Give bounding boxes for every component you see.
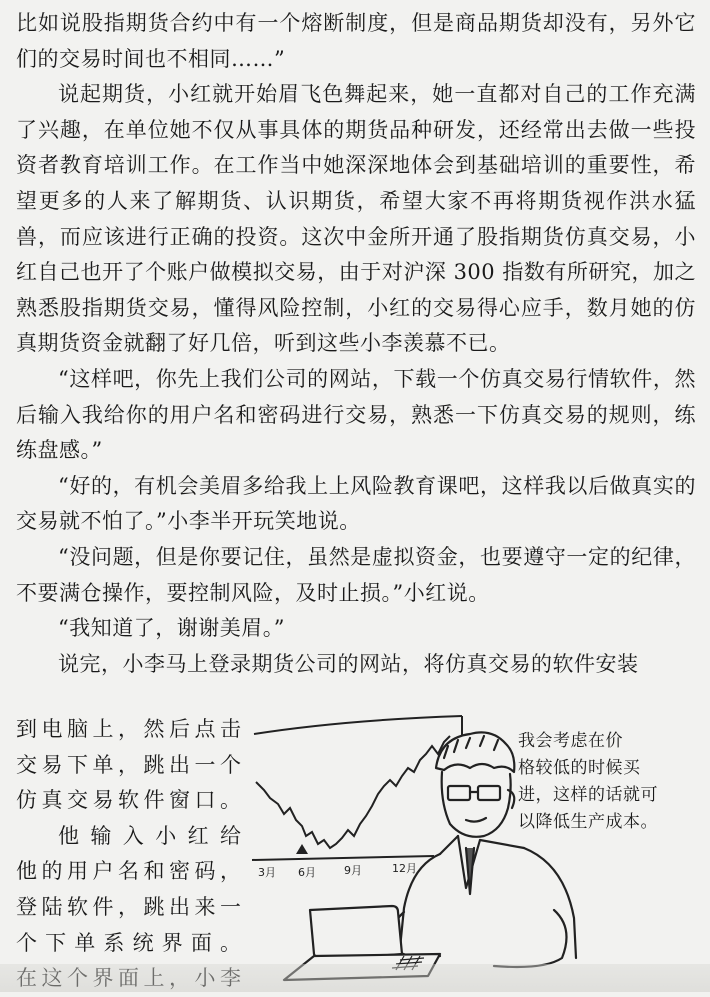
paragraph-7: 说完，小李马上登录期货公司的网站，将仿真交易的软件安装 (58, 651, 639, 676)
left-line-7: 个下单系统界面。 (16, 930, 242, 955)
bubble-line-2: 格较低的时候买 (518, 758, 641, 778)
tick-label-jun: 6月 (298, 866, 316, 879)
paragraph-2: 说起期货，小红就开始眉飞色舞起来，她一直都对自己的工作充满了兴趣，在单位她不仅从事具体的期货品种研发，还经常出去做一些投资者教育培训工作。在工作当中她深深地体会到基础培训的重要性，希望更多的人来了解期货、认识期货，希望大家不再将期货视作洪水猛兽，而应该进行正确的投资。这次中金所开通了股指期货仿真交易，小红自己也开了个账户做模拟交易，由于对沪深 300 指数有所研究，加之熟悉股指期货交易，懂得风险控制，小红的交易得心应手，数月她的仿真期货资金就翻了好几倍，听到这些小李羡慕不已。 (16, 82, 696, 356)
left-line-6: 登陆软件，跳出来一 (16, 894, 242, 919)
paragraph-5: “没问题，但是你要记住，虽然是虚拟资金，也要遵守一定的纪律，不要满仓操作，要控制风险，及时止损。”小红说。 (16, 544, 696, 605)
paragraph-4: “好的，有机会美眉多给我上上风险教育课吧，这样我以后做真实的交易就不怕了。”小李半开玩笑地说。 (16, 473, 696, 534)
left-line-3: 仿真交易软件窗口。 (16, 788, 242, 813)
paragraph-3: “这样吧，你先上我们公司的网站，下载一个仿真交易行情软件，然后输入我给你的用户名和密码进行交易，熟悉一下仿真交易的规则，练练盘感。” (16, 366, 696, 463)
bubble-line-3: 进，这样的话就可 (518, 785, 658, 805)
page-bottom-shadow (0, 964, 710, 992)
tick-label-sep: 9月 (344, 864, 362, 877)
left-column-text (16, 712, 242, 997)
bubble-line-1: 我会考虑在价 (518, 731, 623, 751)
left-line-2: 交易下单，跳出一个 (16, 752, 242, 777)
tick-label-mar: 3月 (258, 866, 276, 879)
chart-frame (254, 716, 462, 760)
left-line-1: 到电脑上，然后点击 (16, 717, 242, 741)
paragraph-1: 比如说股指期货合约中有一个熔断制度，但是商品期货却没有，另外它们的交易时间也不相同……” (16, 11, 696, 71)
price-line (256, 736, 450, 848)
paragraph-6: “我知道了，谢谢美眉。” (58, 616, 285, 641)
axis-tick-labels (258, 862, 417, 879)
tick-label-dec: 12月 (392, 862, 417, 875)
speech-bubble-text (518, 728, 688, 836)
left-line-4: 他输入小红给 (58, 823, 242, 848)
main-text-block (16, 6, 696, 682)
left-line-5: 他的用户名和密码， (16, 859, 242, 884)
bubble-line-4: 以降低生产成本。 (518, 812, 658, 832)
left-line-8: 在这个界面上，小李 (16, 966, 242, 991)
triangle-marker (296, 844, 308, 854)
